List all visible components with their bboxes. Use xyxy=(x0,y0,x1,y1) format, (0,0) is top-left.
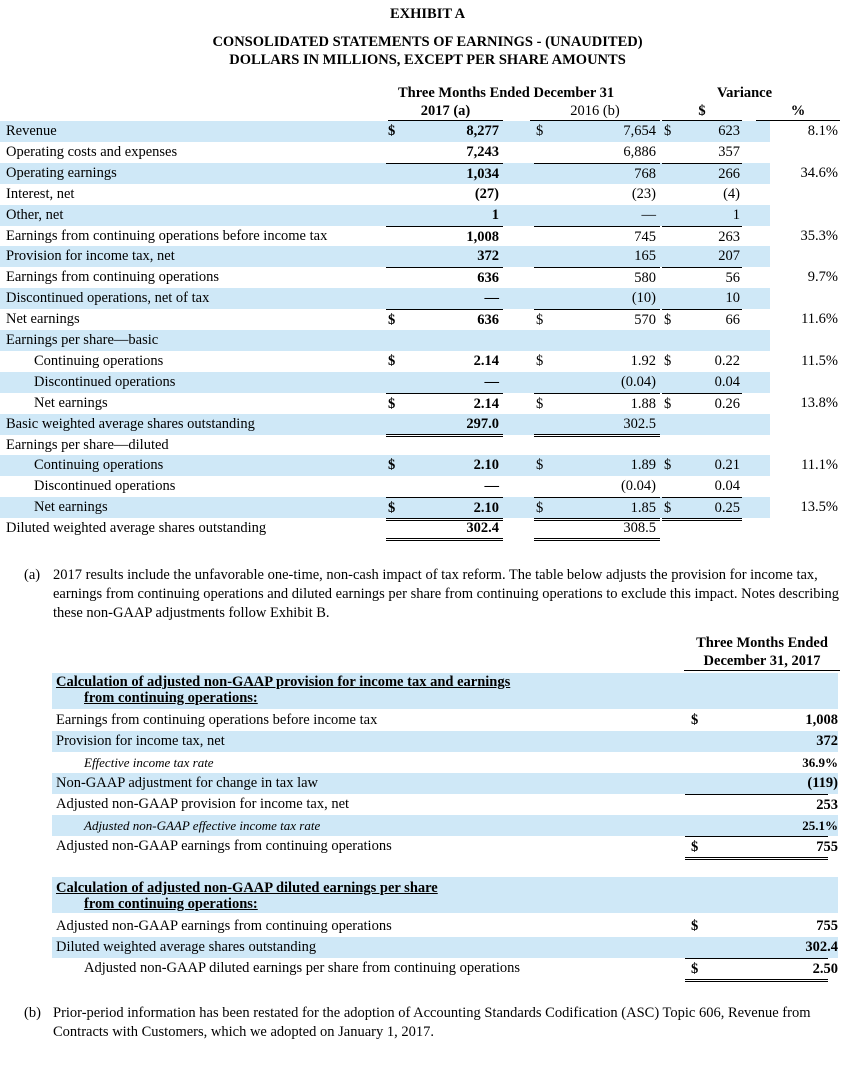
variance-value: 0.04 xyxy=(714,373,740,390)
adj-row-label: Adjusted non-GAAP earnings from continuing operations xyxy=(56,918,392,934)
adj-period-header xyxy=(684,634,840,671)
variance-value: (4) xyxy=(723,185,740,202)
adj-period-line2: December 31, 2017 xyxy=(684,652,840,671)
col-2017-currency: $ xyxy=(388,352,396,369)
variance-value: 1 xyxy=(732,206,740,223)
adj-currency: $ xyxy=(691,712,699,728)
adj-value: 372 xyxy=(816,733,838,749)
table-row xyxy=(0,163,838,184)
adj-value: 755 xyxy=(816,839,838,855)
variance-value: 0.22 xyxy=(714,352,740,369)
col-2016-value: (10) xyxy=(631,290,656,307)
col-2017-cell xyxy=(386,142,503,162)
col-2016-value: 302.5 xyxy=(623,415,656,432)
col-2016-value: 580 xyxy=(634,270,656,287)
variance-pct: 13.8% xyxy=(800,394,838,411)
adj-value-cell xyxy=(685,916,838,936)
col-2016-currency: $ xyxy=(536,457,544,474)
col-2017-cell xyxy=(386,267,503,288)
row-label: Operating costs and expenses xyxy=(6,143,178,160)
variance-cell xyxy=(662,163,742,184)
col-2017-value: 636 xyxy=(477,312,499,329)
col-2017-cell xyxy=(386,205,503,225)
col-2016-currency: $ xyxy=(536,352,544,369)
adj-row-label: Adjusted non-GAAP provision for income tax, net xyxy=(56,796,350,812)
adj-value: 253 xyxy=(816,797,838,813)
table-row xyxy=(0,205,770,226)
adj-row xyxy=(52,958,838,979)
adj-section2-subtitle: from continuing operations: xyxy=(84,896,258,912)
variance-value: 66 xyxy=(725,312,740,329)
row-label: Discontinued operations xyxy=(34,373,176,390)
col-2017-value: 7,243 xyxy=(466,143,499,160)
col-2016-cell xyxy=(534,351,660,371)
variance-cell xyxy=(662,267,742,288)
adj-currency: $ xyxy=(691,961,699,977)
variance-value: 623 xyxy=(718,123,740,139)
table-row xyxy=(0,330,770,351)
table-row xyxy=(0,184,770,205)
adj-row xyxy=(52,836,838,857)
col-2016-value: 308.5 xyxy=(623,520,656,537)
col-2016-cell xyxy=(534,226,660,247)
adj-row-label: Provision for income tax, net xyxy=(56,733,225,749)
variance-currency: $ xyxy=(664,457,672,474)
row-label: Interest, net xyxy=(6,185,75,202)
adj-row xyxy=(52,916,838,937)
table-row xyxy=(0,435,770,456)
col-2016-value: — xyxy=(641,206,656,223)
period-header: Three Months Ended December 31 xyxy=(398,85,615,101)
variance-pct: 35.3% xyxy=(800,227,838,244)
variance-cell xyxy=(662,351,742,371)
col-2016-cell xyxy=(534,184,660,204)
adj-row xyxy=(52,731,838,752)
variance-cell xyxy=(662,184,742,204)
col-2016-value: 1.88 xyxy=(630,395,656,412)
col-2017-cell xyxy=(386,372,503,392)
col-2017-value: 1 xyxy=(491,206,499,223)
col-2017-cell xyxy=(386,184,503,204)
col-2016-cell xyxy=(534,163,660,184)
col-2017-currency: $ xyxy=(388,457,396,474)
col-2017-cell xyxy=(386,518,503,541)
adj-row xyxy=(52,794,838,815)
col-2017-cell xyxy=(386,246,503,266)
col-2017-value: 1,034 xyxy=(466,165,499,182)
variance-cell xyxy=(662,476,742,496)
variance-pct: 34.6% xyxy=(800,164,838,181)
col-variance-dollar-header: $ xyxy=(662,103,742,121)
variance-value: 357 xyxy=(718,143,740,160)
table-row xyxy=(0,246,770,267)
table-row xyxy=(0,497,838,518)
variance-cell xyxy=(662,121,742,141)
col-2017-cell xyxy=(386,163,503,184)
adj-section2-header xyxy=(52,877,838,913)
col-2017-value: — xyxy=(484,373,499,390)
row-label: Earnings from continuing operations before income tax xyxy=(6,227,328,244)
table-row xyxy=(0,455,838,476)
variance-value: 207 xyxy=(718,248,740,265)
col-2017-header: 2017 (a) xyxy=(388,103,503,121)
col-2017-value: 1,008 xyxy=(466,228,499,245)
col-2017-cell xyxy=(386,288,503,308)
adj-row-label: Adjusted non-GAAP diluted earnings per share from continuing operations xyxy=(84,960,520,976)
variance-cell xyxy=(662,246,742,266)
adj-value-cell xyxy=(685,752,838,772)
adj-value-cell xyxy=(685,773,838,793)
variance-cell xyxy=(662,455,742,475)
variance-header: Variance xyxy=(717,85,773,101)
col-2017-value: 372 xyxy=(477,248,499,265)
variance-value: 0.26 xyxy=(714,395,740,412)
variance-currency: $ xyxy=(664,123,672,139)
variance-currency: $ xyxy=(664,352,672,369)
adj-row xyxy=(52,752,838,773)
row-label: Earnings per share—diluted xyxy=(6,436,169,453)
table-row xyxy=(0,226,838,247)
col-2016-cell xyxy=(534,288,660,308)
col-2017-currency: $ xyxy=(388,395,396,412)
row-label: Earnings from continuing operations xyxy=(6,269,220,286)
footnote-a xyxy=(24,566,839,626)
row-label: Continuing operations xyxy=(34,457,164,474)
col-2016-value: 570 xyxy=(634,312,656,329)
col-2016-cell xyxy=(534,205,660,225)
col-2017-cell xyxy=(386,455,503,475)
table-row xyxy=(0,393,838,414)
row-label: Diluted weighted average shares outstanding xyxy=(6,520,267,537)
table-row xyxy=(0,309,838,330)
adj-value-cell xyxy=(685,794,838,815)
row-label: Net earnings xyxy=(34,499,108,516)
col-2016-cell xyxy=(534,372,660,392)
col-2016-value: 768 xyxy=(634,165,656,182)
adj-value: 2.50 xyxy=(812,961,838,977)
col-2017-cell xyxy=(386,351,503,371)
col-2017-currency: $ xyxy=(388,500,396,517)
col-2016-value: 1.89 xyxy=(630,457,656,474)
col-2016-value: (0.04) xyxy=(620,373,656,390)
variance-cell xyxy=(662,288,742,308)
adj-currency: $ xyxy=(691,918,699,934)
col-2016-cell xyxy=(534,121,660,141)
footnote-b-text: Prior-period information has been restated for the adoption of Accounting Standards Codification (ASC) Topic 606, Revenue from Contracts with Customers, which we adopted on January 1, 2017. xyxy=(53,1005,811,1040)
col-2016-value: (0.04) xyxy=(620,478,656,495)
adj-currency: $ xyxy=(691,839,699,855)
col-2017-value: 2.10 xyxy=(473,457,499,474)
footnote-a-text: 2017 results include the unfavorable one-time, non-cash impact of tax reform. The table below adjusts the provision for income tax, earnings from continuing operations and diluted earnings per share from continuing operations to exclude this impact. Notes describing these non-GAAP adjustments follow Exhibit B. xyxy=(53,567,840,621)
row-label: Provision for income tax, net xyxy=(6,248,175,265)
row-label: Continuing operations xyxy=(34,352,164,369)
col-2016-currency: $ xyxy=(536,500,544,517)
row-label: Discontinued operations, net of tax xyxy=(6,290,210,307)
variance-value: 10 xyxy=(725,290,740,307)
row-label: Discontinued operations xyxy=(34,478,176,495)
variance-pct: 9.7% xyxy=(807,269,838,286)
row-label: Net earnings xyxy=(6,311,80,328)
adj-value-cell xyxy=(685,937,838,957)
variance-pct: 11.1% xyxy=(801,457,838,474)
variance-cell xyxy=(662,372,742,392)
variance-pct: 13.5% xyxy=(800,499,838,516)
col-2017-value: 636 xyxy=(477,270,499,287)
adj-value-cell xyxy=(685,710,838,730)
col-2017-cell xyxy=(386,226,503,247)
col-2016-cell xyxy=(534,142,660,162)
adj-value: 302.4 xyxy=(805,939,838,955)
col-2016-value: 1.85 xyxy=(630,500,656,517)
adj-value: 36.9% xyxy=(802,755,838,770)
adj-row-label: Non-GAAP adjustment for change in tax law xyxy=(56,775,319,791)
adj-row xyxy=(52,815,838,836)
col-2016-cell xyxy=(534,518,660,541)
col-2016-cell xyxy=(534,476,660,496)
adj-section1-header xyxy=(52,673,838,709)
table-row xyxy=(0,351,838,372)
col-2016-cell xyxy=(534,267,660,288)
col-2016-value: 165 xyxy=(634,248,656,265)
variance-pct: 11.6% xyxy=(801,311,838,328)
variance-value: 263 xyxy=(718,228,740,245)
adj-value: 25.1% xyxy=(802,818,838,833)
col-2017-cell xyxy=(386,476,503,496)
col-2017-value: 2.14 xyxy=(473,352,499,369)
variance-currency: $ xyxy=(664,312,672,329)
statement-title: CONSOLIDATED STATEMENTS OF EARNINGS - (UNAUDITED) xyxy=(212,34,643,50)
col-2016-value: 745 xyxy=(634,228,656,245)
footnote-a-marker: (a) xyxy=(24,567,41,583)
col-2017-currency: $ xyxy=(388,123,396,139)
adj-period-line1: Three Months Ended xyxy=(696,635,828,651)
adj-section1-title: Calculation of adjusted non-GAAP provision for income tax and earnings xyxy=(56,674,511,690)
col-2016-currency: $ xyxy=(536,395,544,412)
table-row xyxy=(0,476,770,497)
adj-row-label: Adjusted non-GAAP effective income tax rate xyxy=(84,818,321,833)
adj-row xyxy=(52,937,838,958)
col-2017-value: 8,277 xyxy=(466,123,499,139)
adj-value-cell xyxy=(685,731,838,751)
variance-cell xyxy=(662,142,742,162)
footnote-b xyxy=(24,1004,839,1044)
variance-value: 0.04 xyxy=(714,478,740,495)
footnote-b-marker: (b) xyxy=(24,1005,41,1021)
adj-value: 1,008 xyxy=(805,712,838,728)
col-2016-cell xyxy=(534,414,660,437)
variance-pct: 8.1% xyxy=(807,123,838,139)
adj-value-cell xyxy=(685,958,838,982)
adj-row xyxy=(52,710,838,731)
variance-value: 56 xyxy=(725,270,740,287)
row-label: Revenue xyxy=(6,123,57,139)
adj-value: 755 xyxy=(816,918,838,934)
table-row xyxy=(0,121,838,142)
adj-section1-subtitle: from continuing operations: xyxy=(84,690,258,706)
adj-row xyxy=(52,773,838,794)
col-2016-value: 7,654 xyxy=(623,123,656,139)
adj-value-cell xyxy=(685,836,838,860)
col-variance-pct-header: % xyxy=(756,103,840,121)
variance-cell xyxy=(662,205,742,225)
col-2017-value: 302.4 xyxy=(466,520,499,537)
adj-row-label: Effective income tax rate xyxy=(84,755,214,770)
col-2017-currency: $ xyxy=(388,312,396,329)
col-2016-value: 6,886 xyxy=(623,143,656,160)
table-row xyxy=(0,288,770,309)
row-label: Other, net xyxy=(6,206,64,223)
row-label: Earnings per share—basic xyxy=(6,332,159,348)
table-row xyxy=(0,414,770,435)
col-2016-currency: $ xyxy=(536,123,544,139)
col-2016-value: 1.92 xyxy=(630,352,656,369)
statement-subtitle: DOLLARS IN MILLIONS, EXCEPT PER SHARE AMOUNTS xyxy=(229,52,626,68)
variance-currency: $ xyxy=(664,395,672,412)
adj-value-cell xyxy=(685,815,838,835)
row-label: Operating earnings xyxy=(6,164,117,181)
adj-row-label: Adjusted non-GAAP earnings from continuing operations xyxy=(56,838,392,854)
variance-cell xyxy=(662,226,742,247)
variance-currency: $ xyxy=(664,500,672,517)
table-row xyxy=(0,372,770,393)
row-label: Net earnings xyxy=(34,394,108,411)
col-2016-cell xyxy=(534,246,660,266)
variance-value: 266 xyxy=(718,165,740,182)
col-2017-value: 2.10 xyxy=(473,500,499,517)
col-2017-value: — xyxy=(484,478,499,495)
adj-row-label: Diluted weighted average shares outstanding xyxy=(56,939,317,955)
col-2016-value: (23) xyxy=(631,185,656,202)
col-2016-currency: $ xyxy=(536,312,544,329)
col-2017-value: (27) xyxy=(474,185,499,202)
col-2016-header: 2016 (b) xyxy=(530,103,660,121)
adj-section2-title: Calculation of adjusted non-GAAP diluted earnings per share xyxy=(56,880,438,896)
col-2017-cell xyxy=(386,414,503,437)
col-2017-value: 297.0 xyxy=(466,415,499,432)
col-2017-value: — xyxy=(484,290,499,307)
variance-pct: 11.5% xyxy=(801,352,838,369)
exhibit-label: EXHIBIT A xyxy=(389,6,466,22)
col-2017-cell xyxy=(386,121,503,141)
table-row xyxy=(0,518,770,539)
col-2017-value: 2.14 xyxy=(473,395,499,412)
variance-value: 0.21 xyxy=(714,457,740,474)
table-row xyxy=(0,142,770,163)
adj-value: (119) xyxy=(807,775,838,791)
table-row xyxy=(0,267,838,288)
adj-row-label: Earnings from continuing operations before income tax xyxy=(56,712,378,728)
col-2016-cell xyxy=(534,455,660,475)
variance-value: 0.25 xyxy=(714,500,740,517)
row-label: Basic weighted average shares outstanding xyxy=(6,415,255,432)
